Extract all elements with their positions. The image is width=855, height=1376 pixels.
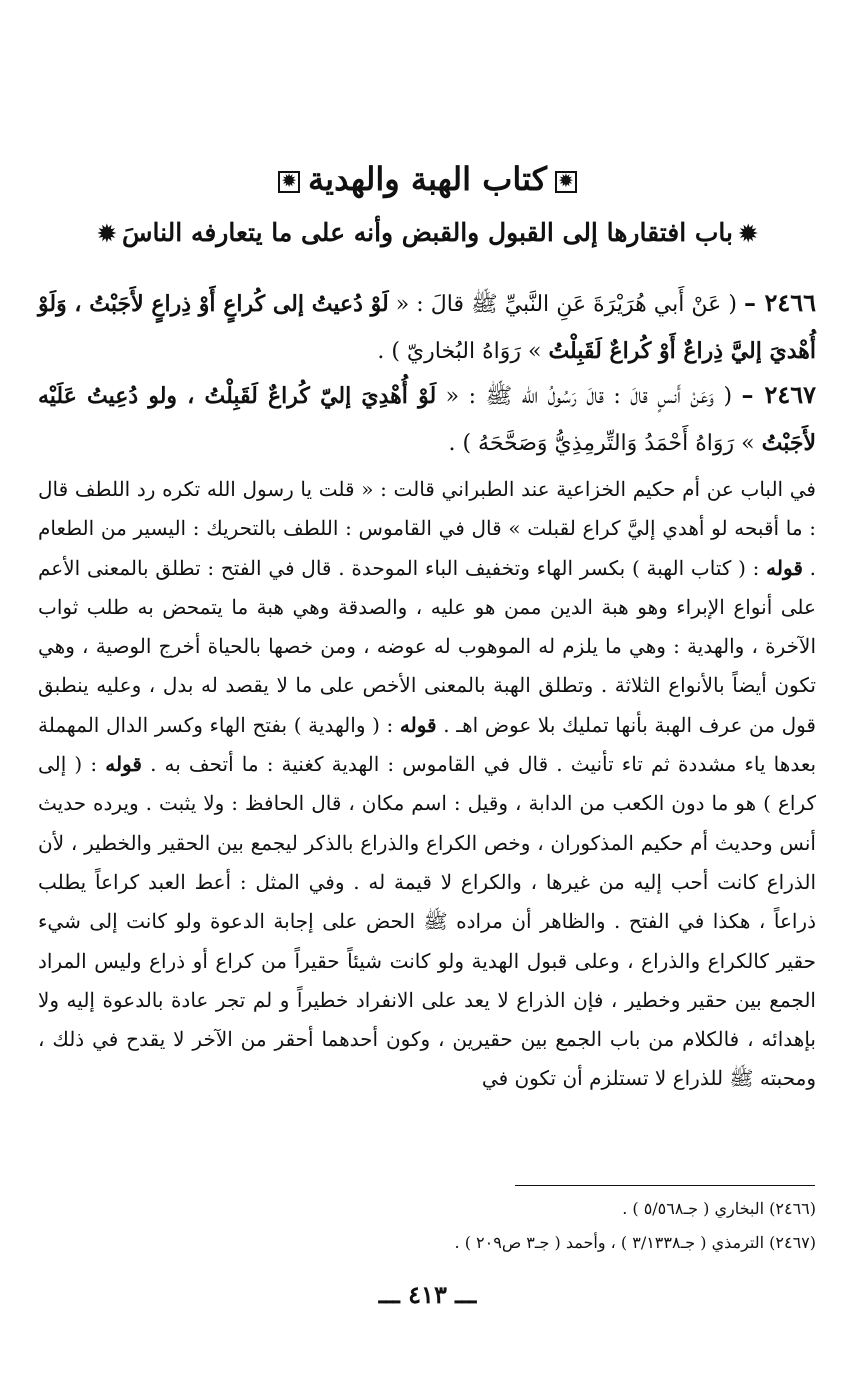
chapter-title-text: باب افتقارها إلى القبول والقبض وأنه على ما يتعارفه الناسَ (122, 218, 733, 247)
commentary-keyword: قوله (766, 555, 803, 580)
hadith-intro: ( عَنْ أَبي هُرَيْرَةَ عَنِ النَّبيِّ ﷺ قالَ : « (395, 292, 737, 317)
commentary-text: : ( والهدية ) بفتح الهاء وكسر الدال المهملة بعدها ياء مشددة ثم تاء تأنيث . قال في القاموس : الهدية كغنية : ما أتحف به . (38, 712, 817, 777)
commentary-keyword: قوله (399, 712, 437, 737)
commentary-text: في الباب عن أم حكيم الخزاعية عند الطبراني قالت : « قلت يا رسول الله تكره رد اللطف قال : ما أقبحه لو أهدي إليَّ كراع لقبلت » قال في القاموس : اللطف بالتحريك : اليسير من الطعام . (38, 477, 816, 580)
ornament-left-icon (278, 171, 300, 193)
ornament-right-icon (555, 171, 577, 193)
commentary-text: : ( إلى كراع ) هو ما دون الكعب من الدابة ، وقيل : اسم مكان ، قال الحافظ : ولا يثبت . ويرده حديث أنس وحديث أم حكيم المذكوران ، وخص الكراع والذراع بالذكر ليجمع بين الحقير والخطير ، لأن الذراع كانت أحب إليه من غيرها ، والكراع لا قيمة له . وفي المثل : أعط العبد كراعاً يطلب ذراعاً ، هكذا في الفتح . والظاهر أن مراده ﷺ الحض على إجابة الدعوة ولو كانت إلى شيء حقير كالكراع والذراع ، وعلى قبول الهدية ولو كانت شيئاً حقيراً من كراع أو ذراع وليس المراد الجمع بين حقير وخطير ، فإن الذراع لا يعد على الانفراد خطيراً و لم تجر عادة بالدعوة إليه ولا بإهدائه ، فالكلام من باب الجمع بين حقيرين ، وكون أحدهما أحقر من الآخر لا يقدح في ذلك ، ومحبته ﷺ للذراع لا تستلزم أن تكون في (38, 752, 816, 1091)
hadith-outro: » رَوَاهُ البُخاريّ ) . (377, 339, 542, 364)
book-title (0, 160, 855, 198)
commentary-keyword: قوله (105, 752, 142, 777)
footnote-2466: (٢٤٦٦) البخاري ( جـ٥/٥٦٨ ) . (622, 1199, 816, 1218)
star-ornament-icon: ✹ (738, 221, 758, 247)
footnote-separator (515, 1185, 815, 1186)
footnote-2467: (٢٤٦٧) الترمذي ( جـ٣/١٣٣٨ ) ، وأحمد ( جـ٣ ص٢٠٩ ) . (454, 1233, 816, 1252)
commentary-text: : ( كتاب الهبة ) بكسر الهاء وتخفيف الباء الموحدة . قال في الفتح : تطلق بالمعنى الأعم على أنواع الإبراء وهو هبة الدين ممن هو عليه ، والصدقة وهي هبة ما يتمحض به طلب ثواب الآخرة ، والهدية : وهي ما يلزم له الموهوب له عوضه ، ومن خصها بالحياة أخرج الوصية ، وهي تكون أيضاً بالأنواع الثلاثة . وتطلق الهبة بالمعنى الأخص على ما لا يقصد له بدل ، وعليه ينطبق قول من عرف الهبة بأنها تمليك بلا عوض اهـ . (38, 555, 816, 737)
star-ornament-icon: ✹ (97, 221, 116, 247)
hadith-2466 (38, 280, 816, 375)
hadith-number: ٢٤٦٦ – (744, 288, 817, 317)
hadith-outro: » رَوَاهُ أَحْمَدُ وَالتِّرمِذِيُّ وَصَحَّحَهُ ) . (448, 431, 755, 456)
chapter-title (40, 218, 815, 247)
page-number: ـــ ٤١٣ ـــ (378, 1280, 477, 1309)
commentary (38, 470, 816, 1099)
hadith-intro: ( وَعَنْ أَنسٍ قالَ : قالَ رَسُولُ الله ﷺ : « (445, 384, 733, 409)
hadith-quote: لَوْ أُهْدِيَ إليّ كُراعٌ لَقَبِلْتُ ، ولو دُعِيتُ عَلَيْه لأَجَبْتُ (38, 383, 816, 456)
book-title-text: كتاب الهبة والهدية (308, 160, 547, 198)
hadith-2467 (38, 372, 816, 467)
hadith-quote: لَوْ دُعيتُ إلى كُراعٍ أَوْ ذِراعٍ لأَجَبْتُ ، وَلَوْ أُهْديَ إليَّ ذِراعٌ أَوْ كُراعٌ لَقَبِلْتُ (38, 291, 816, 364)
hadith-number: ٢٤٦٧ – (741, 380, 816, 409)
